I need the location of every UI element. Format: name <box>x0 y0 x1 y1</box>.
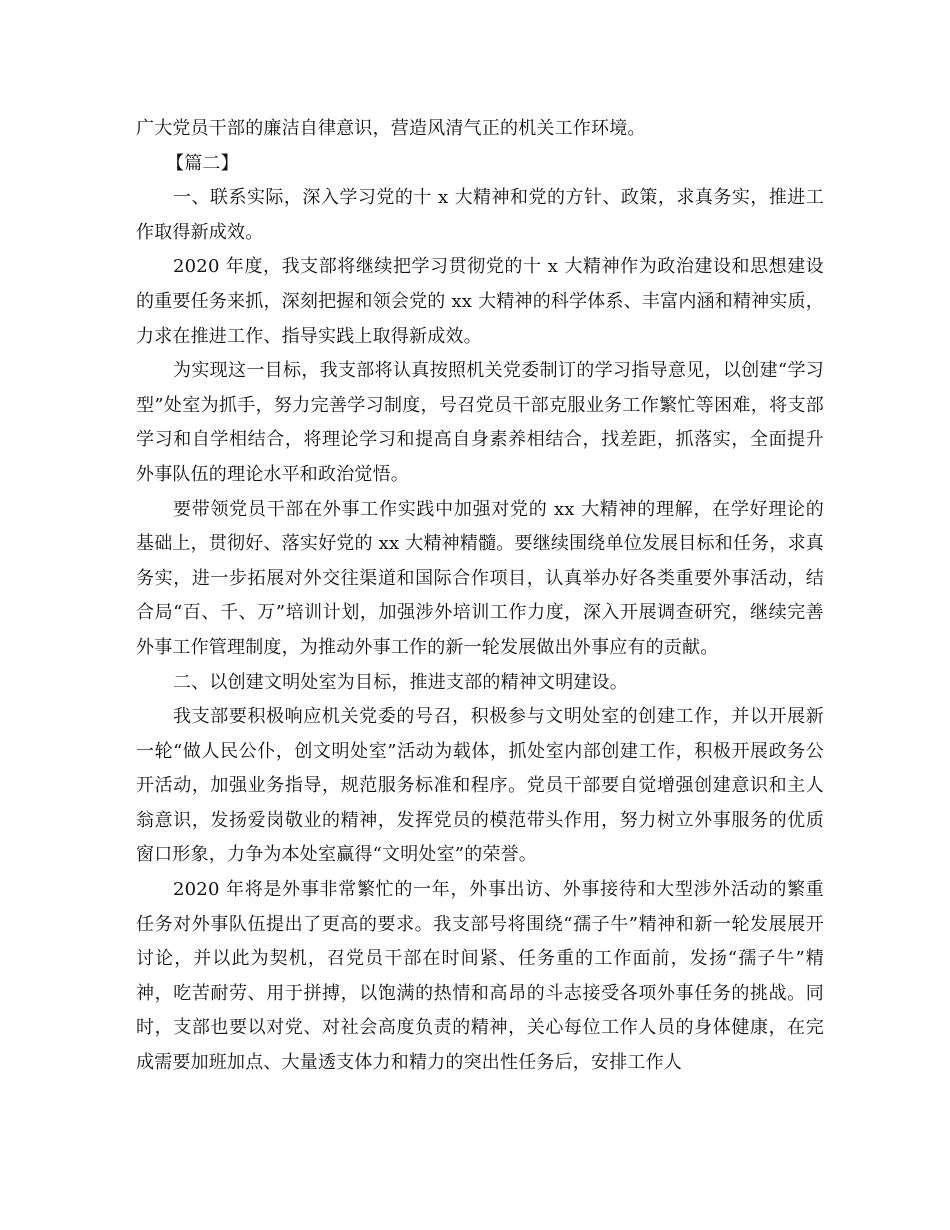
paragraph-study-plan: 2020 年度，我支部将继续把学习贯彻党的十 x 大精神作为政治建设和思想建设的重要任务来抓，深刻把握和领会党的 xx 大精神的科学体系、丰富内涵和精神实质，力求在推进工作、指导实践上取得新成效。 <box>136 256 824 347</box>
paragraph-continuation: 广大党员干部的廉洁自律意识，营造风清气正的机关工作环境。 <box>136 118 646 139</box>
paragraph-section-one-title: 一、联系实际，深入学习党的十 x 大精神和党的方针、政策，求真务实，推进工作取得新成效。 <box>136 187 824 243</box>
paragraph-practice: 要带领党员干部在外事工作实践中加强对党的 xx 大精神的理解，在学好理论的基础上，贯彻好、落实好党的 xx 大精神精髓。要继续围绕单位发展目标和任务，求真务实，进一步拓展对外交往渠道和国际合作项目，认真举办好各类重要外事活动，结合局“百、千、万”培训计划，加强涉外培训工作力度，深入开展调查研究，继续完善外事工作管理制度，为推动外事工作的新一轮发展做出外事应有的贡献。 <box>136 498 824 658</box>
paragraph-civilized-office: 我支部要积极响应机关党委的号召，积极参与文明处室的创建工作，并以开展新一轮“做人民公仆，创文明处室”活动为载体，抓处室内部创建工作，积极开展政务公开活动，加强业务指导，规范服务标准和程序。党员干部要自觉增强创建意识和主人翁意识，发扬爱岗敬业的精神，发挥党员的模范带头作用，努力树立外事服务的优质窗口形象，力争为本处室赢得“文明处室”的荣誉。 <box>136 706 824 866</box>
paragraph-2020-work: 2020 年将是外事非常繁忙的一年，外事出访、外事接待和大型涉外活动的繁重任务对外事队伍提出了更高的要求。我支部号将围绕“孺子牛”精神和新一轮发展展开讨论，并以此为契机，召党员干部在时间紧、任务重的工作面前，发扬“孺子牛”精神，吃苦耐劳、用于拼搏，以饱满的热情和高昂的斗志接受各项外事任务的挑战。同时，支部也要以对党、对社会高度负责的精神，关心每位工作人员的身体健康，在完成需要加班加点、大量透支体力和精力的突出性任务后，安排工作人 <box>136 879 824 1074</box>
section-heading-part-two: 【篇二】 <box>166 152 239 174</box>
paragraph-section-two-title: 二、以创建文明处室为目标，推进支部的精神文明建设。 <box>173 671 628 693</box>
paragraph-study-goal: 为实现这一目标，我支部将认真按照机关党委制订的学习指导意见，以创建“学习型”处室为抓手，努力完善学习制度，号召党员干部克服业务工作繁忙等困难，将支部学习和自学相结合，将理论学习和提高自身素养相结合，找差距，抓落实，全面提升外事队伍的理论水平和政治觉悟。 <box>136 360 824 485</box>
document-body <box>136 112 824 1081</box>
